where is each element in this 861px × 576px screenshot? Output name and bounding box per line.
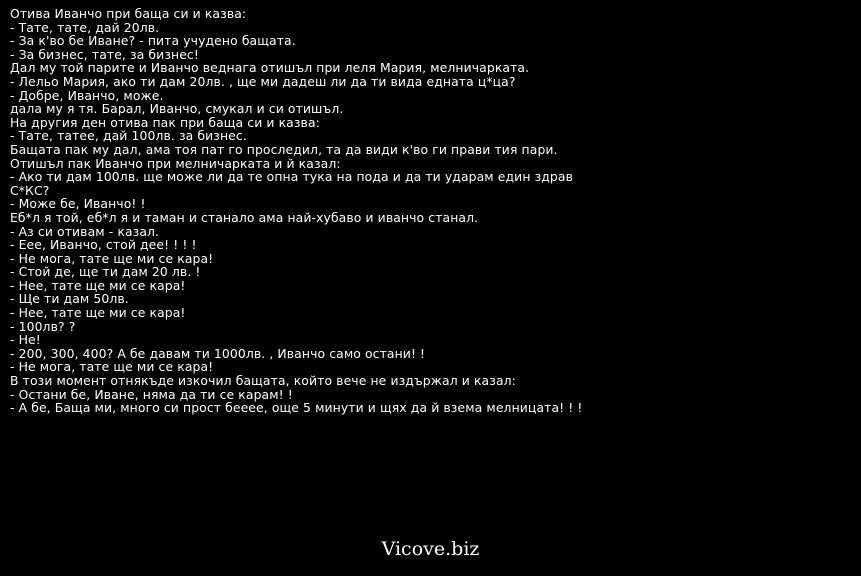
text-line: - А бе, Баща ми, много си прост бееее, още 5 минути и щях да й взема мелницата! ! ! — [10, 400, 583, 416]
text-line: - Лельо Мария, ако ти дам 20лв. , ще ми дадеш ли да ти вида едната ц*ца? — [10, 73, 516, 89]
text-line: С*КС? — [10, 182, 50, 198]
text-line: Отишъл пак Иванчо при мелничарката и й казал: — [10, 155, 341, 171]
text-line: - Нее, тате ще ми се кара! — [10, 277, 186, 293]
text-line: На другия ден отива пак при баща си и казва: — [10, 114, 320, 130]
text-line: Бащата пак му дал, ама тоя пат го проследил, та да види к'во ги прави тия пари. — [10, 141, 558, 157]
text-line: - Стой де, ще ти дам 20 лв. ! — [10, 264, 201, 280]
joke-text-block — [10, 7, 850, 415]
text-line: - За бизнес, тате, за бизнес! — [10, 46, 199, 62]
text-line: - 100лв? ? — [10, 318, 76, 334]
text-line: - За к'во бе Иване? - пита учудено бащата. — [10, 33, 296, 49]
text-line: - Нее, тате ще ми се кара! — [10, 305, 186, 321]
text-line: - Добре, Иванчо, може. — [10, 87, 164, 103]
text-line: - Не мога, тате ще ми се кара! — [10, 250, 214, 266]
watermark: Vicove.biz — [381, 538, 480, 560]
text-line: - Тате, татее, дай 100лв. за бизнес. — [10, 128, 247, 144]
text-line: Отива Иванчо при баща си и казва: — [10, 6, 247, 21]
text-line: - Не! — [10, 332, 41, 348]
text-line: - Не мога, тате ще ми се кара! — [10, 359, 214, 375]
text-line: Дал му той парите и Иванчо веднага отишъл при леля Мария, мелничарката. — [10, 60, 530, 76]
text-line: В този момент отнякъде изкочил бащата, който вече не издържал и казал: — [10, 373, 516, 389]
text-line: - Ако ти дам 100лв. ще може ли да те опна тука на пода и да ти ударам един здрав — [10, 169, 573, 185]
text-line: - Еее, Иванчо, стой дее! ! ! ! — [10, 237, 197, 253]
text-line: - Тате, тате, дай 20лв. — [10, 19, 160, 35]
text-line: - Може бе, Иванчо! ! — [10, 196, 146, 212]
text-line: - Аз си отивам - казал. — [10, 223, 160, 239]
text-line: - 200, 300, 400? А бе давам ти 1000лв. , Иванчо само остани! ! — [10, 345, 426, 361]
text-line: - Остани бе, Иване, няма да ти се карам! ! — [10, 386, 293, 402]
text-line: Еб*л я той, еб*л я и таман и станало ама най-хубаво и иванчо станал. — [10, 209, 479, 225]
text-line: дала му я тя. Барал, Иванчо, смукал и си отишъл. — [10, 101, 344, 117]
text-line: - Ще ти дам 50лв. — [10, 291, 129, 307]
